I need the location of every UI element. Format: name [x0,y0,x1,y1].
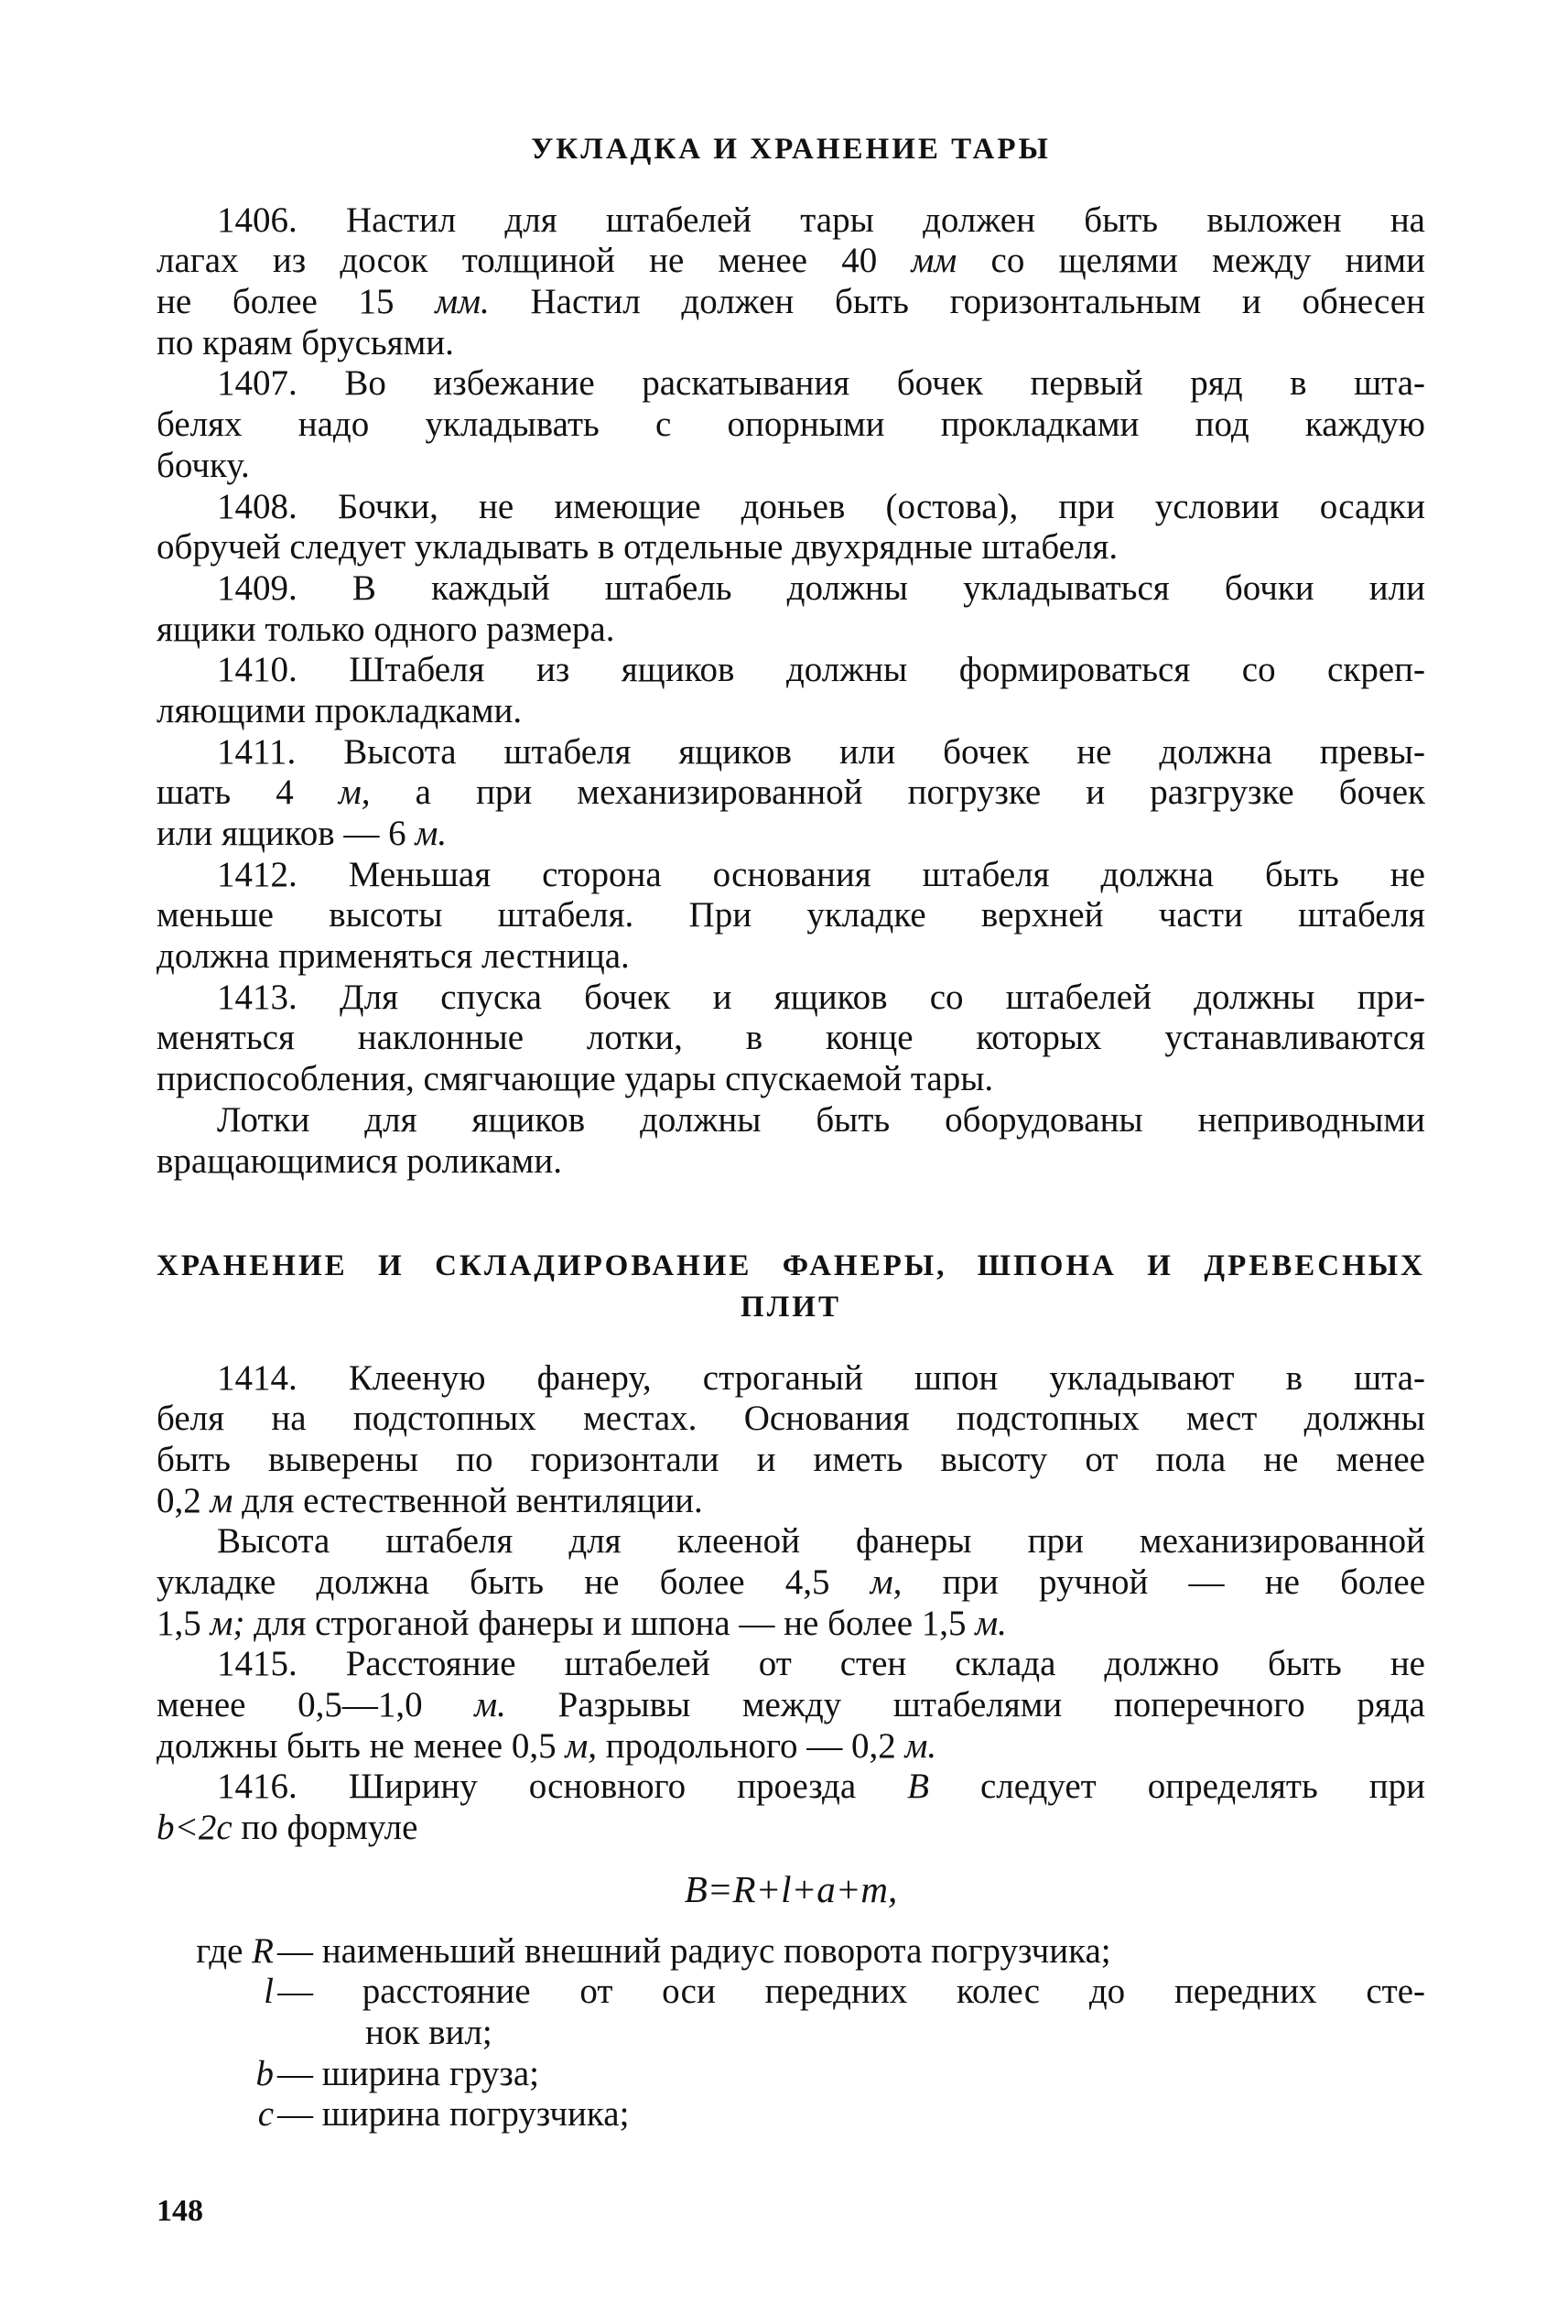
text-line [157,282,1425,323]
text-run: должны быть не менее 0,5 [157,1725,566,1766]
text-line [157,691,1425,732]
text-run: быть выверены по горизонтали и иметь высоту от пола не менее [157,1439,1425,1479]
italic-text: мм [911,241,957,281]
text-line [157,200,1425,242]
italic-text: м. [904,1725,937,1766]
paragraph [157,487,1425,568]
italic-text: м, [870,1562,903,1602]
text-run: беля на подстопных местах. Основания подстопных мест должны [157,1399,1425,1439]
variable-symbol: b [255,2053,274,2093]
paragraph [157,1644,1425,1767]
italic-text: м, [565,1725,597,1766]
paragraph [157,1521,1425,1644]
italic-text: B [907,1767,929,1807]
text-run: укладке должна быть не более 4,5 [157,1562,871,1602]
italic-text: м, [338,773,371,813]
text-line [157,446,1425,487]
italic-text: м; [210,1603,245,1643]
text-line [157,895,1425,936]
text-run: бочку. [157,445,250,485]
text-run: 1408. Бочки, не имеющие доньев (остова), при условии осадки [217,486,1425,526]
text-run: приспособления, смягчающие удары спускаемой тары. [157,1059,994,1099]
text-run: по формуле [232,1808,418,1848]
text-line [157,1358,1425,1400]
text-run: вращающимися роликами. [157,1140,562,1181]
text-line [157,1059,1425,1100]
text-run: Лотки для ящиков должны быть оборудованы неприводными [217,1099,1425,1140]
variable-symbol: c [257,2094,274,2135]
text-run: Настил должен быть горизонтальным и обнесен [489,282,1425,322]
text-line [157,936,1425,978]
text-run: 0,2 [157,1480,211,1520]
text-line [157,1562,1425,1604]
formula-definitions [157,1931,1425,2135]
text-run: для строганой фанеры и шпона — не более 1,5 [244,1603,976,1643]
italic-text: b<2c [157,1808,232,1848]
text-run: для естественной вентиляции. [232,1480,703,1520]
definition-term [157,2013,277,2054]
text-line [157,1440,1425,1481]
paragraph [157,855,1425,978]
text-run: 1410. Штабеля из ящиков должны формироваться со скреп- [217,650,1425,690]
text-run: Разрывы между штабелями поперечного ряда [505,1685,1425,1725]
text-line [157,1767,1425,1808]
text-run: Высота штабеля для клееной фанеры при механизированной [217,1521,1425,1562]
text-line [157,610,1425,651]
definition-text: — наименьший внешний радиус поворота погрузчика; [277,1930,1111,1971]
text-line [157,1604,1425,1645]
text-line [157,1521,1425,1562]
definition-text: — ширина погрузчика; [277,2094,630,2135]
paragraph [157,200,1425,364]
text-run: 1414. Клееную фанеру, строганый шпон укладывают в шта- [217,1357,1425,1398]
definition-term [157,2054,277,2095]
text-run: 1415. Расстояние штабелей от стен склада должно быть не [217,1644,1425,1684]
text-line [157,323,1425,364]
paragraph [157,978,1425,1100]
text-run: не более 15 [157,282,436,322]
text-line [157,568,1425,610]
text-run: ляющими прокладками. [157,690,523,730]
text-run: 1412. Меньшая сторона основания штабеля должна быть не [217,854,1425,894]
text-run: а при механизированной погрузке и разгрузке бочек [370,773,1425,813]
text-line [157,773,1425,814]
definition-row [157,1931,1425,1973]
paragraph [157,650,1425,731]
section-heading-packing-storage [157,129,1425,170]
text-run: белях надо укладывать с опорными прокладками под каждую [157,405,1425,445]
italic-text: мм. [435,282,490,322]
text-line [157,1481,1425,1522]
text-line [157,527,1425,568]
text-run: 1409. В каждый штабель должны укладываться бочки или [217,567,1425,608]
page-number: 148 [157,2194,203,2228]
text-run: меняться наклонные лотки, в конце которых устанавливаются [157,1018,1425,1058]
text-line [157,978,1425,1019]
variable-symbol: l [264,1972,274,2012]
text-run: должна применяться лестница. [157,936,630,977]
text-run: 1407. Во избежание раскатывания бочек первый ряд в шта- [217,363,1425,404]
text-run: 1411. Высота штабеля ящиков или бочек не должна превы- [217,731,1425,772]
text-line [157,405,1425,446]
formula: B=R+l+a+m, [684,1867,898,1910]
text-run: 1,5 [157,1603,211,1643]
text-run: по краям брусьями. [157,322,454,362]
text-run: 1406. Настил для штабелей тары должен быть выложен на [217,200,1425,240]
text-run: ящики только одного размера. [157,609,615,649]
section-packing-storage [157,200,1425,1183]
italic-text: м. [474,1685,506,1725]
section-plywood-storage [157,1358,1425,1849]
heading-line: ХРАНЕНИЕ И СКЛАДИРОВАНИЕ ФАНЕРЫ, ШПОНА И ДРЕВЕСНЫХ [157,1249,1425,1283]
text-run: 1416. Ширину основного проезда [217,1767,908,1807]
paragraph [157,1100,1425,1182]
text-run: продольного — 0,2 [597,1725,905,1766]
text-line [157,650,1425,691]
text-run: обручей следует укладывать в отдельные двухрядные штабеля. [157,527,1119,567]
text-line [157,487,1425,528]
text-run: меньше высоты штабеля. При укладке верхней части штабеля [157,895,1425,935]
text-line [157,1726,1425,1767]
text-run: менее 0,5—1,0 [157,1685,475,1725]
text-line [157,1141,1425,1183]
text-line [157,855,1425,896]
text-run: или ящиков — 6 [157,814,416,853]
text-run: при ручной — не более [902,1562,1425,1602]
text-run: лагах из досок толщиной не менее 40 [157,241,912,281]
text-run: со щелями между ними [957,241,1425,281]
text-line [157,241,1425,282]
text-line [157,363,1425,405]
italic-text: м [210,1480,233,1520]
definition-row [157,2094,1425,2135]
text-line [157,1644,1425,1685]
page-body [157,129,1425,2135]
paragraph [157,568,1425,650]
text-run: шать 4 [157,773,339,813]
text-run: 1413. Для спуска бочек и ящиков со штабелей должны при- [217,977,1425,1017]
text-line [157,1100,1425,1141]
definition-row [157,2054,1425,2095]
text-run: следует определять при [928,1767,1425,1807]
definition-term [157,1972,277,2013]
paragraph [157,732,1425,855]
variable-symbol: R [252,1930,274,1971]
italic-text: м. [975,1603,1007,1643]
definition-row [157,2013,1425,2054]
heading-line: ПЛИТ [741,1290,841,1324]
italic-text: м. [415,814,448,853]
definition-text: нок вил; [365,2012,492,2052]
paragraph [157,363,1425,486]
section-heading-plywood-storage [157,1246,1425,1327]
paragraph [157,1358,1425,1522]
text-line [157,1685,1425,1726]
heading-line: УКЛАДКА И ХРАНЕНИЕ ТАРЫ [531,133,1051,166]
text-line [157,1399,1425,1440]
definition-term [157,2094,277,2135]
definition-term: где R [196,1930,274,1971]
definition-row [157,1972,1425,2013]
paragraph [157,1767,1425,1848]
definition-text: — расстояние от оси передних колес до передних сте- [277,1972,1425,2012]
text-line [157,814,1425,855]
definition-text: — ширина груза; [277,2053,539,2093]
text-line [157,732,1425,773]
text-line [157,1018,1425,1059]
text-line [157,1808,1425,1849]
